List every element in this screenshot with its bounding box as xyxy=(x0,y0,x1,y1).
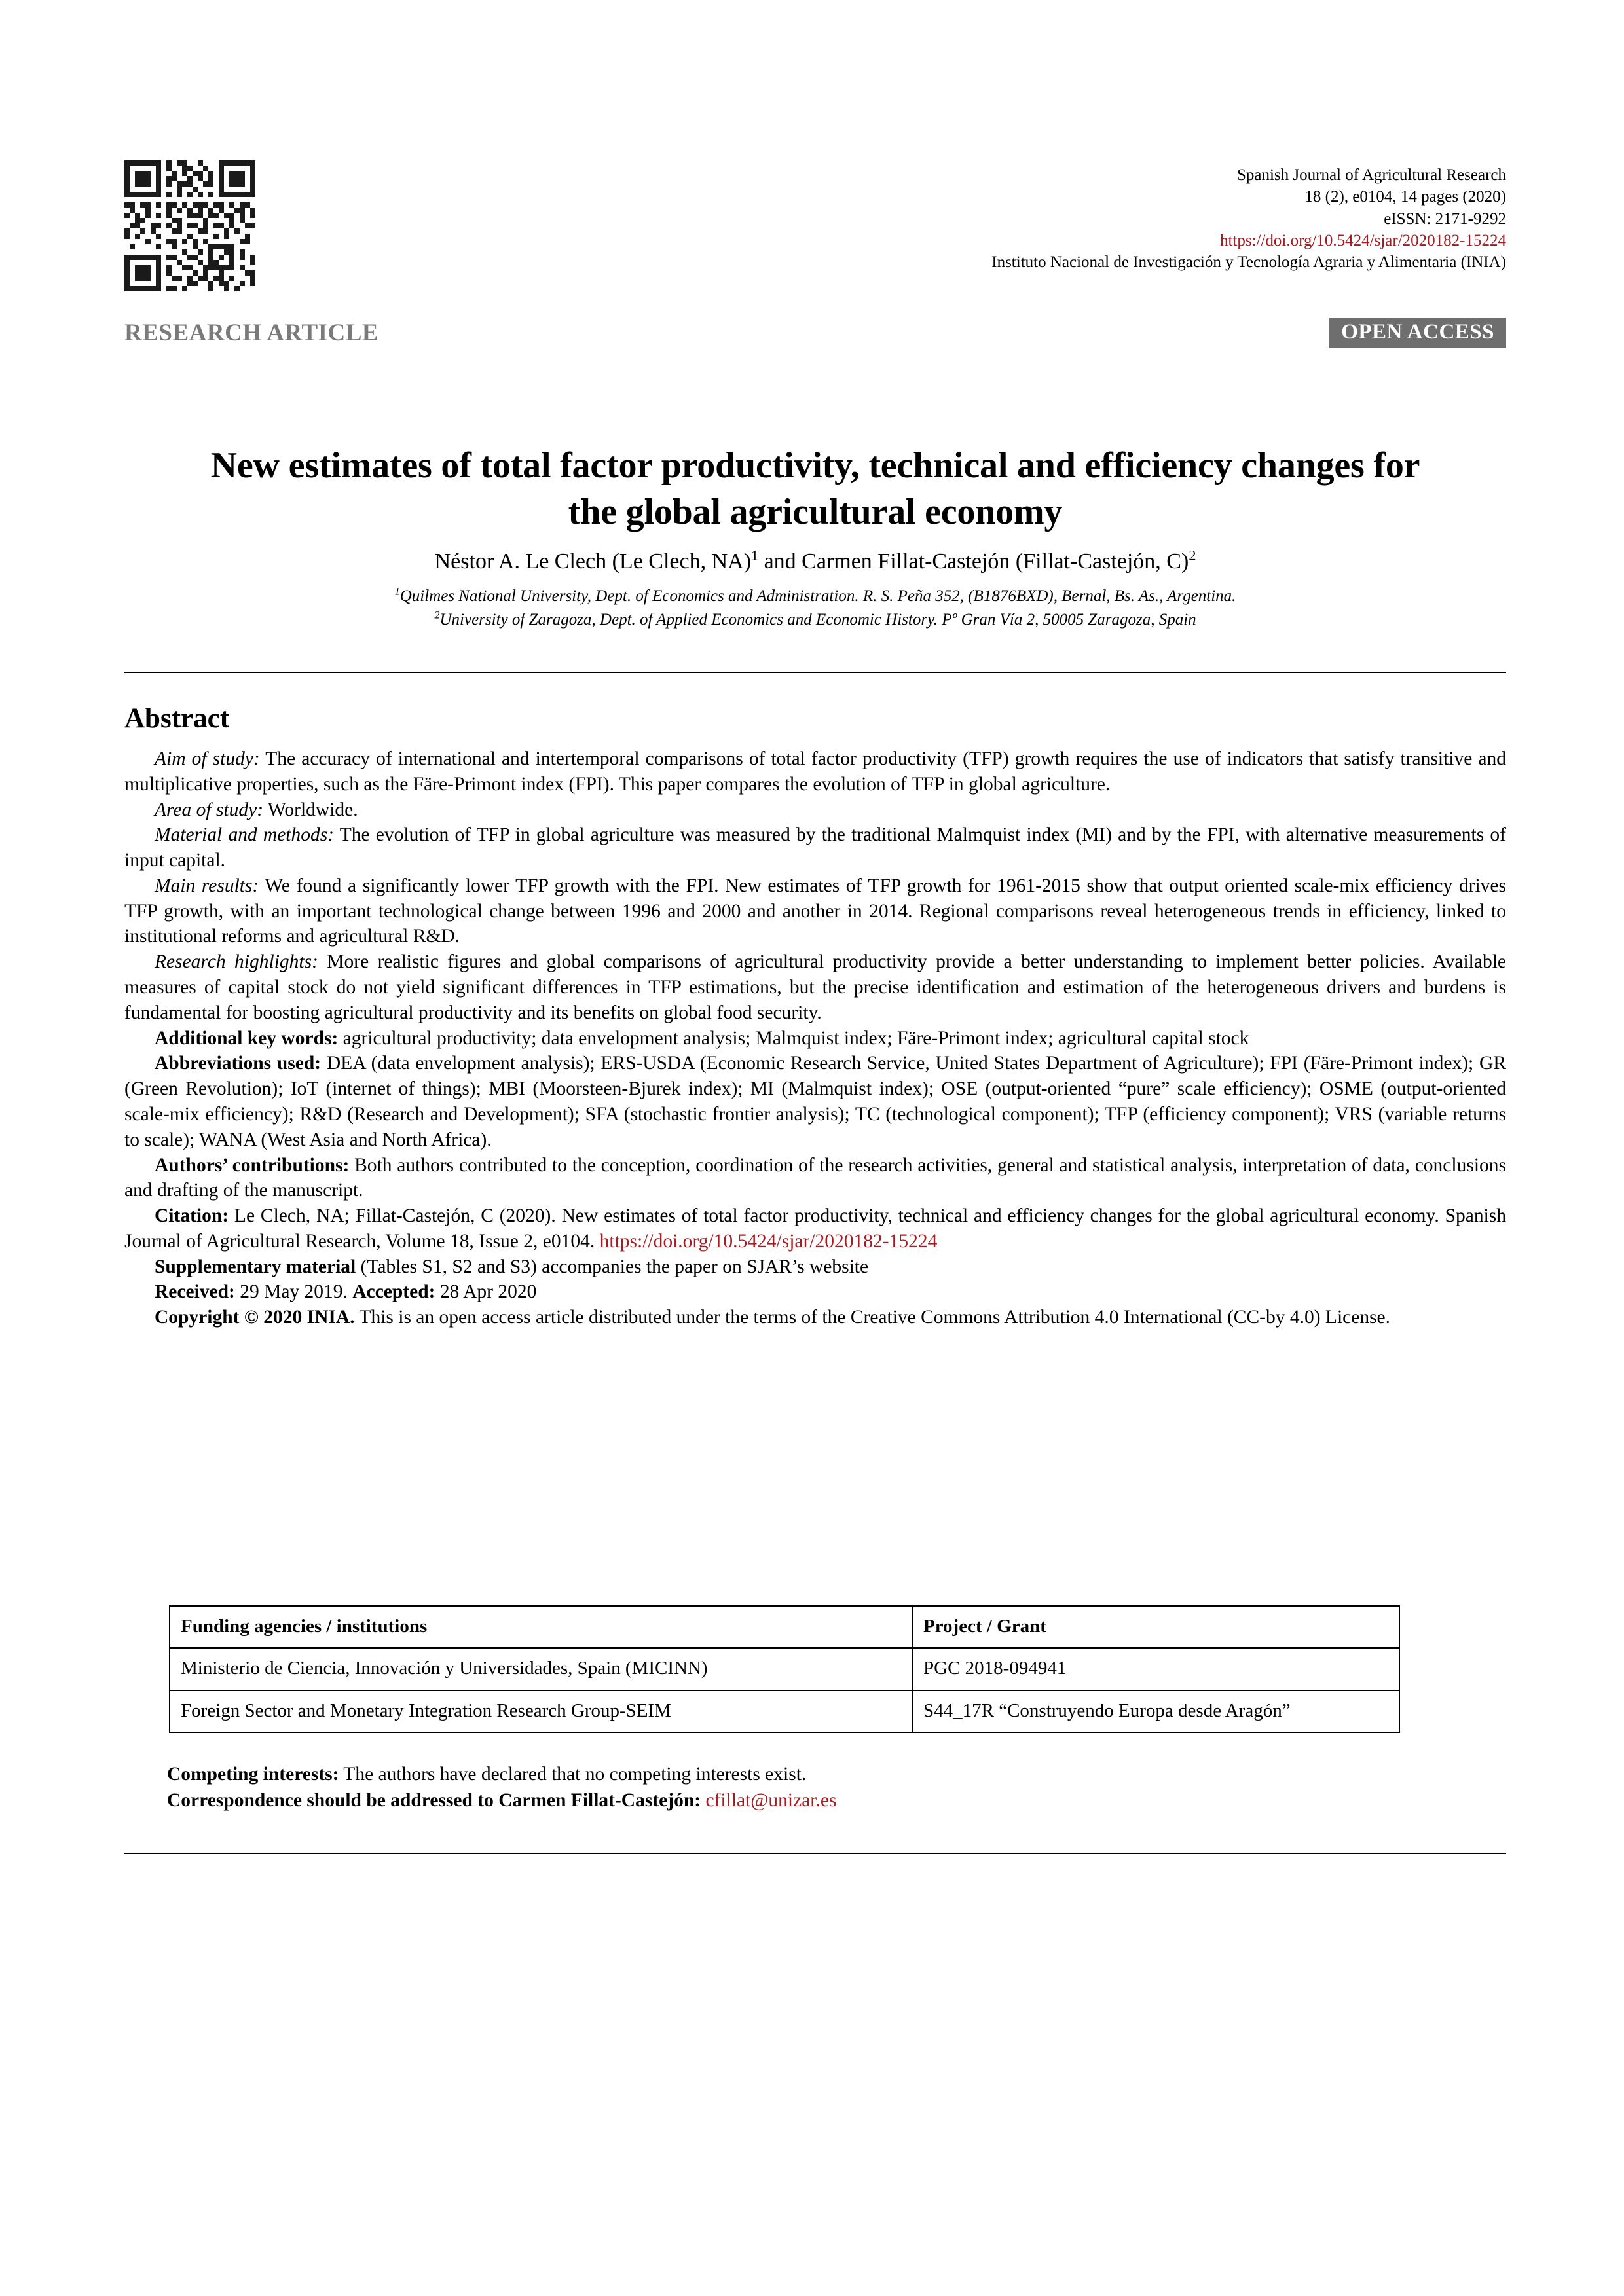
abstract-material xyxy=(124,822,1506,873)
author-one-affil-marker: 1 xyxy=(751,547,759,564)
competing-interests xyxy=(167,1761,1506,1787)
abstract-area-text: Worldwide. xyxy=(263,799,358,820)
abstract-results-label: Main results: xyxy=(155,875,259,896)
journal-name: Spanish Journal of Agricultural Research xyxy=(1236,166,1506,184)
author-one: Néstor A. Le Clech (Le Clech, NA) xyxy=(434,549,752,574)
abstract-citation-label: Citation: xyxy=(155,1205,229,1227)
abstract-keywords-label: Additional key words: xyxy=(155,1027,339,1049)
journal-info xyxy=(991,160,1506,273)
abstract-citation-text: Le Clech, NA; Fillat-Castejón, C (2020). New estimates of total factor productivity, technical and efficiency changes for the global agricultural economy. Spanish Journal of Agricultural Research, Volume 18, Issue 2, e0104. xyxy=(124,1205,1506,1252)
funding-agency-2: Foreign Sector and Monetary Integration Research Group-SEIM xyxy=(170,1690,912,1732)
affiliation-1-marker: 1 xyxy=(394,585,400,598)
citation-doi-link[interactable]: https://doi.org/10.5424/sjar/2020182-15224 xyxy=(599,1230,938,1252)
abstract-results-text: We found a significantly lower TFP growth with the FPI. New estimates of TFP growth for 1961-2015 show that output oriented scale-mix efficiency drives TFP growth, with an important technological change between 1996 and 2000 and another in 2014. Regional comparisons reveal heterogeneous trends in efficiency, linked to institutional reforms and agricultural R&D. xyxy=(124,875,1506,947)
abstract-contributions xyxy=(124,1153,1506,1204)
abstract-area-label: Area of study: xyxy=(155,799,264,820)
competing-interests-label: Competing interests: xyxy=(167,1764,339,1785)
abstract-abbreviations xyxy=(124,1051,1506,1152)
author-two-affil-marker: 2 xyxy=(1189,547,1196,564)
author-list xyxy=(183,547,1447,576)
divider-top xyxy=(124,672,1506,673)
journal-eissn: eISSN: 2171-9292 xyxy=(1384,210,1506,228)
abstract-heading: Abstract xyxy=(124,703,230,734)
abstract-highlights-label: Research highlights: xyxy=(155,951,318,973)
abstract-contributions-label: Authors’ contributions: xyxy=(155,1154,350,1176)
abstract-dates xyxy=(124,1279,1506,1305)
abstract-keywords xyxy=(124,1026,1506,1051)
supplementary-text: (Tables S1, S2 and S3) accompanies the paper on SJAR’s website xyxy=(356,1256,869,1277)
abstract-area xyxy=(124,797,1506,823)
affiliation-1-text: Quilmes National University, Dept. of Economics and Administration. R. S. Peña 352, (B1876BXD), Bernal, Bs. As., Argentina. xyxy=(399,587,1236,605)
accepted-label: Accepted: xyxy=(352,1281,435,1303)
author-conjunction: and Carmen Fillat-Castejón (Fillat-Castejón, C) xyxy=(758,549,1189,574)
journal-publisher: Instituto Nacional de Investigación y Tecnología Agraria y Alimentaria (INIA) xyxy=(991,253,1506,271)
abstract-results xyxy=(124,873,1506,949)
correspondence xyxy=(167,1787,1506,1813)
article-type-label: RESEARCH ARTICLE xyxy=(124,319,379,346)
table-header-grant: Project / Grant xyxy=(912,1606,1399,1648)
divider-bottom xyxy=(124,1853,1506,1854)
journal-doi-link[interactable]: https://doi.org/10.5424/sjar/2020182-15224 xyxy=(1219,231,1506,249)
copyright-label: Copyright © 2020 INIA. xyxy=(155,1307,355,1328)
funding-agency-1: Ministerio de Ciencia, Innovación y Universidades, Spain (MICINN) xyxy=(170,1648,912,1690)
page-title: New estimates of total factor productivity, technical and efficiency changes for the global agricultural economy xyxy=(210,445,1420,533)
affiliation-1 xyxy=(183,585,1447,608)
open-access-badge: OPEN ACCESS xyxy=(1329,318,1506,348)
supplementary-label: Supplementary material xyxy=(155,1256,356,1277)
abstract-citation xyxy=(124,1203,1506,1254)
abstract-material-text: The evolution of TFP in global agriculture was measured by the traditional Malmquist index (MI) and by the FPI, with alternative measurements of input capital. xyxy=(124,824,1506,871)
abstract-contributions-text: Both authors contributed to the conception, coordination of the research activities, general and statistical analysis, interpretation of data, conclusions and drafting of the manuscript. xyxy=(124,1154,1506,1201)
abstract-material-label: Material and methods: xyxy=(155,824,335,846)
affiliation-2-text: University of Zaragoza, Dept. of Applied Economics and Economic History. Pº Gran Vía 2, 50005 Zaragoza, Spain xyxy=(439,610,1196,629)
abstract-aim-text: The accuracy of international and intertemporal comparisons of total factor productivity (TFP) growth requires the use of indicators that satisfy transitive and multiplicative properties, such as the Färe-Primont index (FPI). This paper compares the evolution of TFP in global agriculture. xyxy=(124,748,1506,795)
funding-table xyxy=(169,1605,1400,1733)
article-type-row xyxy=(124,316,1506,350)
abstract-keywords-text: agricultural productivity; data envelopment analysis; Malmquist index; Färe-Primont index; agricultural capital stock xyxy=(338,1027,1249,1049)
table-header-agencies: Funding agencies / institutions xyxy=(170,1606,912,1648)
abstract-copyright xyxy=(124,1305,1506,1330)
abstract-highlights xyxy=(124,949,1506,1025)
abstract-abbreviations-text: DEA (data envelopment analysis); ERS-USDA (Economic Research Service, United States Department of Agriculture); FPI (Färe-Primont index); GR (Green Revolution); IoT (internet of things); MBI (Moorsteen-Bjurek index); MI (Malmquist index); OSE (output-oriented “pure” scale efficiency); OSME (output-oriented scale-mix efficiency); R&D (Research and Development); SFA (stochastic frontier analysis); TC (technological component); TFP (efficiency component); VRS (variable returns to scale); WANA (West Asia and North Africa). xyxy=(124,1053,1506,1150)
accepted-date: 28 Apr 2020 xyxy=(435,1281,537,1303)
funding-grant-2: S44_17R “Construyendo Europa desde Aragón” xyxy=(912,1690,1399,1732)
qr-code-icon xyxy=(124,160,255,291)
copyright-text: This is an open access article distributed under the terms of the Creative Commons Attribution 4.0 International (CC-by 4.0) License. xyxy=(354,1307,1391,1328)
abstract-aim-label: Aim of study: xyxy=(155,748,260,769)
table-row xyxy=(170,1690,1399,1732)
correspondence-email-link[interactable]: cfillat@unizar.es xyxy=(705,1790,837,1812)
abstract-aim xyxy=(124,746,1506,797)
correspondence-label: Correspondence should be addressed to Carmen Fillat-Castejón: xyxy=(167,1790,701,1812)
journal-issue: 18 (2), e0104, 14 pages (2020) xyxy=(1304,188,1506,206)
funding-grant-1: PGC 2018-094941 xyxy=(912,1648,1399,1690)
table-header-row xyxy=(170,1606,1399,1648)
abstract-highlights-text: More realistic figures and global comparisons of agricultural productivity provide a better understanding to implement better policies. Available measures of capital stock do not yield significant differences in TFP estimations, but the precise identification and estimation of the heterogeneous drivers and burdens is fundamental for boosting agricultural productivity and its benefits on global food security. xyxy=(124,951,1507,1023)
affiliations xyxy=(183,585,1447,631)
abstract-supplementary xyxy=(124,1254,1506,1280)
footer-notes xyxy=(167,1761,1506,1813)
affiliation-2-marker: 2 xyxy=(434,609,440,621)
abstract-body xyxy=(124,746,1506,1330)
affiliation-2 xyxy=(183,608,1447,632)
abstract-abbreviations-label: Abbreviations used: xyxy=(155,1053,322,1074)
received-label: Received: xyxy=(155,1281,235,1303)
competing-interests-text: The authors have declared that no competing interests exist. xyxy=(339,1764,807,1785)
table-row xyxy=(170,1648,1399,1690)
masthead xyxy=(124,160,1506,291)
received-date: 29 May 2019. xyxy=(234,1281,353,1303)
